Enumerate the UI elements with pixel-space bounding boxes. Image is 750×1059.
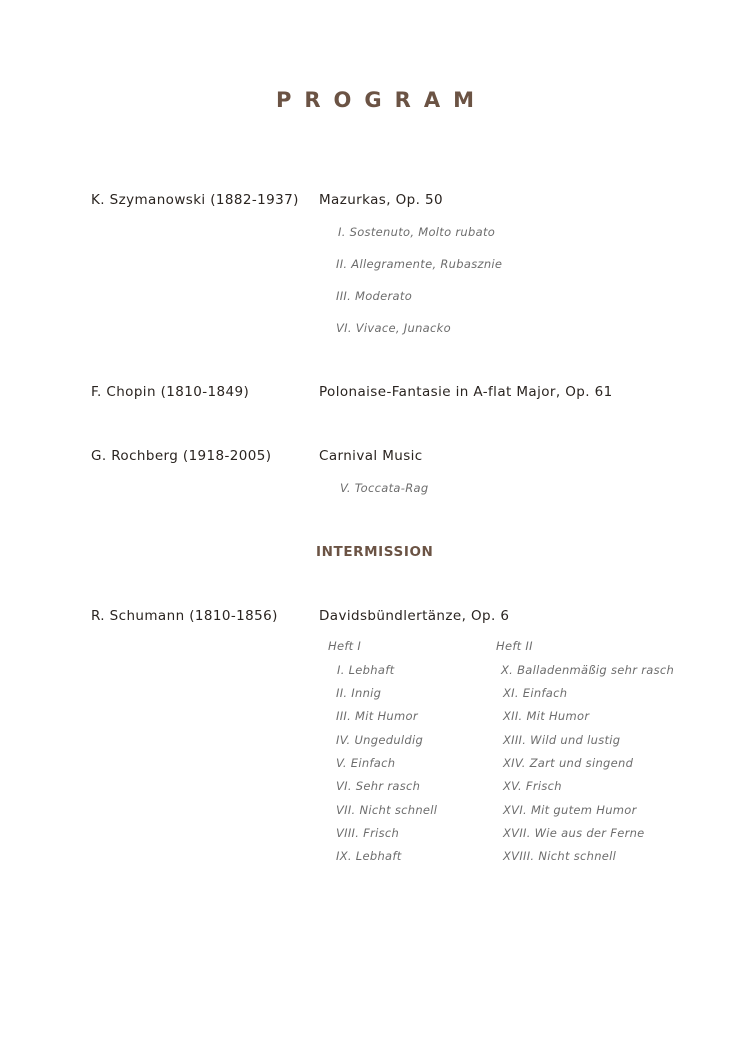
movement: XII. Mit Humor — [503, 709, 590, 723]
movement: VI. Vivace, Junacko — [336, 321, 451, 335]
work-polonaise-fantasie: Polonaise-Fantasie in A-flat Major, Op. 61 — [319, 384, 613, 400]
movement: XVIII. Nicht schnell — [503, 849, 617, 863]
intermission-heading: INTERMISSION — [316, 544, 434, 560]
heft-1-label: Heft I — [328, 639, 362, 653]
composer-chopin: F. Chopin (1810-1849) — [91, 384, 250, 400]
work-davidsbundlertanze: Davidsbündlertänze, Op. 6 — [319, 608, 510, 624]
movement: X. Balladenmäßig sehr rasch — [501, 663, 675, 677]
composer-schumann: R. Schumann (1810-1856) — [91, 608, 278, 624]
movement: V. Toccata-Rag — [340, 481, 429, 495]
movement: II. Innig — [336, 686, 382, 700]
movement: IV. Ungeduldig — [336, 733, 424, 747]
composer-rochberg: G. Rochberg (1918-2005) — [91, 448, 272, 464]
movement: II. Allegramente, Rubasznie — [336, 257, 503, 271]
work-mazurkas: Mazurkas, Op. 50 — [319, 192, 443, 208]
movement: I. Lebhaft — [337, 663, 395, 677]
heft-2-label: Heft II — [496, 639, 533, 653]
movement: XVII. Wie aus der Ferne — [503, 826, 645, 840]
movement: XV. Frisch — [503, 779, 562, 793]
page-title: PROGRAM — [276, 88, 487, 112]
movement: XVI. Mit gutem Humor — [503, 803, 637, 817]
movement: I. Sostenuto, Molto rubato — [338, 225, 496, 239]
movement: IX. Lebhaft — [336, 849, 402, 863]
movement: V. Einfach — [336, 756, 396, 770]
movement: XIV. Zart und singend — [503, 756, 634, 770]
movement: III. Mit Humor — [336, 709, 418, 723]
movement: VIII. Frisch — [336, 826, 400, 840]
work-carnival-music: Carnival Music — [319, 448, 423, 464]
movement: XI. Einfach — [503, 686, 568, 700]
movement: VII. Nicht schnell — [336, 803, 438, 817]
movement: III. Moderato — [336, 289, 413, 303]
movement: XIII. Wild und lustig — [503, 733, 621, 747]
movement: VI. Sehr rasch — [336, 779, 421, 793]
composer-szymanowski: K. Szymanowski (1882-1937) — [91, 192, 299, 208]
